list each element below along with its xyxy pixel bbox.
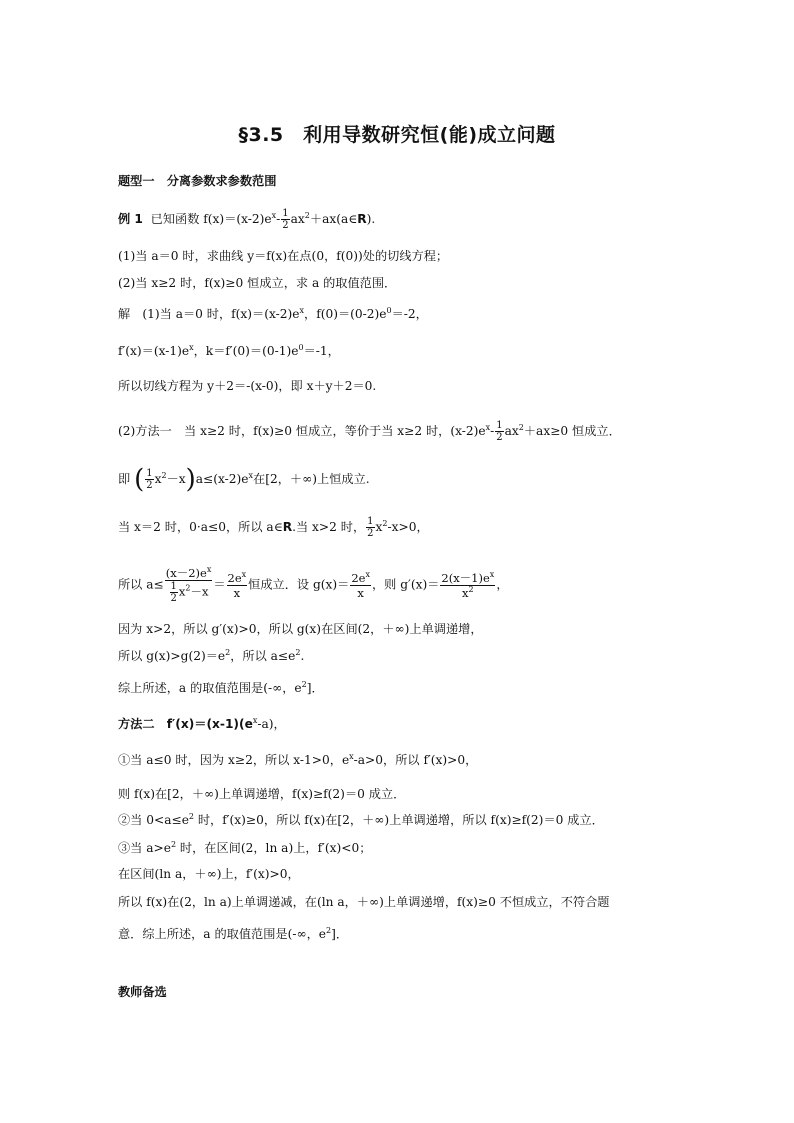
exp: x xyxy=(485,423,491,432)
solution-line: 所以切线方程为 y＋2＝-(x-0)，即 x＋y＋2＝0. xyxy=(118,379,377,393)
text: 在[2，＋∞)上恒成立. xyxy=(253,472,370,486)
minus: - xyxy=(490,424,495,438)
text: 解 (1)当 a＝0 时，f(x)＝(x-2)e xyxy=(118,307,300,321)
text: ，则 g′(x)＝ xyxy=(372,577,440,592)
example-statement xyxy=(118,208,375,231)
text: 综上所述，a 的取值范围是(-∞，e xyxy=(118,681,302,695)
frac-num xyxy=(227,571,248,586)
text: ＝-2， xyxy=(391,307,428,321)
solution-line xyxy=(118,566,509,604)
frac-num xyxy=(165,566,213,581)
frac-den: 2 xyxy=(496,432,503,443)
text: x xyxy=(375,520,383,534)
real-set: R xyxy=(357,212,367,226)
text: 当 x＝2 时，0·a≤0，所以 a∈ xyxy=(118,520,283,534)
text: -a>0，所以 f′(x)>0， xyxy=(353,753,478,767)
frac-den: 2 xyxy=(367,528,374,539)
section-heading: 题型一 分离参数求参数范围 xyxy=(118,174,277,188)
fraction xyxy=(350,571,371,600)
text: 时，f′(x)≥0，所以 f(x)在[2，＋∞)上单调递增，所以 f(x)≥f(2)＝0 成立． xyxy=(194,813,604,827)
fraction xyxy=(165,566,213,604)
solution-line: 所以 f(x)在(2，ln a)上单调递减，在(ln a，＋∞)上单调递增，f(x)≥0 不恒成立，不符合题 xyxy=(118,895,610,909)
text: －x xyxy=(190,584,209,599)
text: 2e xyxy=(227,570,242,585)
frac-den xyxy=(440,586,495,600)
frac-num: 1 xyxy=(367,516,374,527)
example-text: ＋ax(a∈ xyxy=(309,212,358,226)
exp: x xyxy=(189,343,194,352)
solution-line: 在区间(ln a，＋∞)上，f′(x)>0， xyxy=(118,867,300,881)
frac-num xyxy=(440,571,495,586)
text: . xyxy=(300,649,305,663)
text: -x>0， xyxy=(387,520,429,534)
left-paren: ( xyxy=(134,464,145,495)
solution-line xyxy=(118,812,604,828)
solution-line xyxy=(118,752,477,768)
example-label: 例 1 xyxy=(118,212,143,226)
text: x xyxy=(178,584,186,599)
text: 所以 a≤ xyxy=(118,577,164,592)
exp: 2 xyxy=(518,423,524,432)
text: 2(x－1)e xyxy=(441,570,490,585)
right-paren: ) xyxy=(185,464,196,495)
exp: 2 xyxy=(468,584,474,594)
text: 所以 g(x)>g(2)＝e xyxy=(118,649,226,663)
solution-line xyxy=(118,926,348,942)
solution-line xyxy=(118,840,371,856)
frac-num xyxy=(350,571,371,586)
question-1: (1)当 a＝0 时，求曲线 y＝f(x)在点(0，f(0))处的切线方程； xyxy=(118,249,449,263)
exp: x xyxy=(241,569,247,579)
text: ，所以 a≤e xyxy=(230,649,296,663)
text: ]． xyxy=(306,681,324,695)
text: 恒成立．设 g(x)＝ xyxy=(248,577,350,592)
exp: x xyxy=(248,471,254,480)
text: .当 x>2 时， xyxy=(292,520,366,534)
solution-line: 因为 x>2，所以 g′(x)>0，所以 g(x)在区间(2，＋∞)上单调递增， xyxy=(118,622,483,636)
exp: x xyxy=(489,569,495,579)
text: ]． xyxy=(331,927,349,941)
text: x xyxy=(154,472,162,486)
exp: 2 xyxy=(295,648,301,657)
exp: 2 xyxy=(170,840,177,849)
example-text: ax xyxy=(290,212,305,226)
example-text: 已知函数 f(x)＝(x-2)e xyxy=(150,212,272,226)
frac-num: 1 xyxy=(170,581,177,592)
exp: 2 xyxy=(326,926,332,935)
text: 方法二 f′(x)＝(x-1)(e xyxy=(118,717,253,731)
text: －x xyxy=(166,472,186,486)
frac-den: 2 xyxy=(170,593,177,604)
text: (x－2)e xyxy=(165,566,207,580)
text: ＝ xyxy=(213,577,226,592)
solution-line xyxy=(118,680,324,696)
question-2: (2)当 x≥2 时，f(x)≥0 恒成立，求 a 的取值范围． xyxy=(118,276,397,290)
frac-den xyxy=(165,581,213,604)
solution-line: 则 f(x)在[2，＋∞)上单调递增，f(x)≥f(2)＝0 成立． xyxy=(118,787,406,801)
exp: 0 xyxy=(298,343,304,352)
text: f′(x)＝(x-1)e xyxy=(118,344,190,358)
exp: x xyxy=(299,306,305,315)
fraction xyxy=(281,208,289,231)
exp: 0 xyxy=(386,306,392,315)
solution-line xyxy=(118,716,286,732)
fraction xyxy=(145,468,153,491)
exp: x xyxy=(271,211,277,220)
fraction xyxy=(227,571,248,600)
frac-den: x xyxy=(357,585,364,600)
text: 即 xyxy=(118,472,131,486)
text: 时，在区间(2，ln a)上，f′(x)<0； xyxy=(176,841,372,855)
exp: 2 xyxy=(185,583,191,593)
exp: 2 xyxy=(382,519,388,528)
solution-line xyxy=(118,306,428,322)
exp: 2 xyxy=(161,471,167,480)
text: ②当 0<a≤e xyxy=(118,813,189,827)
frac-num: 1 xyxy=(146,468,153,479)
frac-num: 1 xyxy=(282,208,289,219)
fraction xyxy=(170,581,178,604)
exp: 2 xyxy=(301,680,307,689)
text: 2e xyxy=(351,570,366,585)
solution-line xyxy=(118,464,370,495)
exp: 2 xyxy=(304,211,310,220)
fraction xyxy=(440,571,495,600)
real-set: R xyxy=(282,520,293,534)
minus: - xyxy=(276,212,281,226)
text: (2)方法一 当 x≥2 时，f(x)≥0 恒成立，等价于当 x≥2 时，(x-2)e xyxy=(118,424,486,438)
exp: x xyxy=(252,716,258,725)
frac-num: 1 xyxy=(496,420,503,431)
solution-line xyxy=(118,516,429,539)
solution-line xyxy=(118,343,340,359)
exp: 2 xyxy=(225,648,231,657)
fraction xyxy=(366,516,374,539)
text: ③当 a>e xyxy=(118,841,171,855)
text: ①当 a≤0 时，因为 x≥2，所以 x-1>0，e xyxy=(118,753,350,767)
teacher-section-heading: 教师备选 xyxy=(118,985,167,999)
example-text: ). xyxy=(366,212,376,226)
frac-den: 2 xyxy=(282,220,289,231)
solution-line xyxy=(118,648,304,664)
text: 意．综上所述，a 的取值范围是(-∞，e xyxy=(118,927,327,941)
text: a≤(x-2)e xyxy=(195,472,249,486)
page-title: §3.5 利用导数研究恒(能)成立问题 xyxy=(238,124,556,146)
text: ， xyxy=(496,577,509,592)
text: ＋ax≥0 恒成立． xyxy=(523,424,621,438)
frac-den: 2 xyxy=(146,480,153,491)
exp: x xyxy=(365,569,370,579)
fraction xyxy=(495,420,503,443)
text: x xyxy=(462,585,469,600)
exp: x xyxy=(349,752,354,761)
text: ，f(0)＝(0-2)e xyxy=(304,307,387,321)
text: ，k＝f′(0)＝(0-1)e xyxy=(193,344,299,358)
exp: 2 xyxy=(188,812,194,821)
frac-den: x xyxy=(233,585,241,600)
text: -a)， xyxy=(257,717,286,731)
exp: x xyxy=(206,565,212,574)
text: ＝-1， xyxy=(303,344,340,358)
text: ax xyxy=(504,424,519,438)
solution-line xyxy=(118,420,621,443)
